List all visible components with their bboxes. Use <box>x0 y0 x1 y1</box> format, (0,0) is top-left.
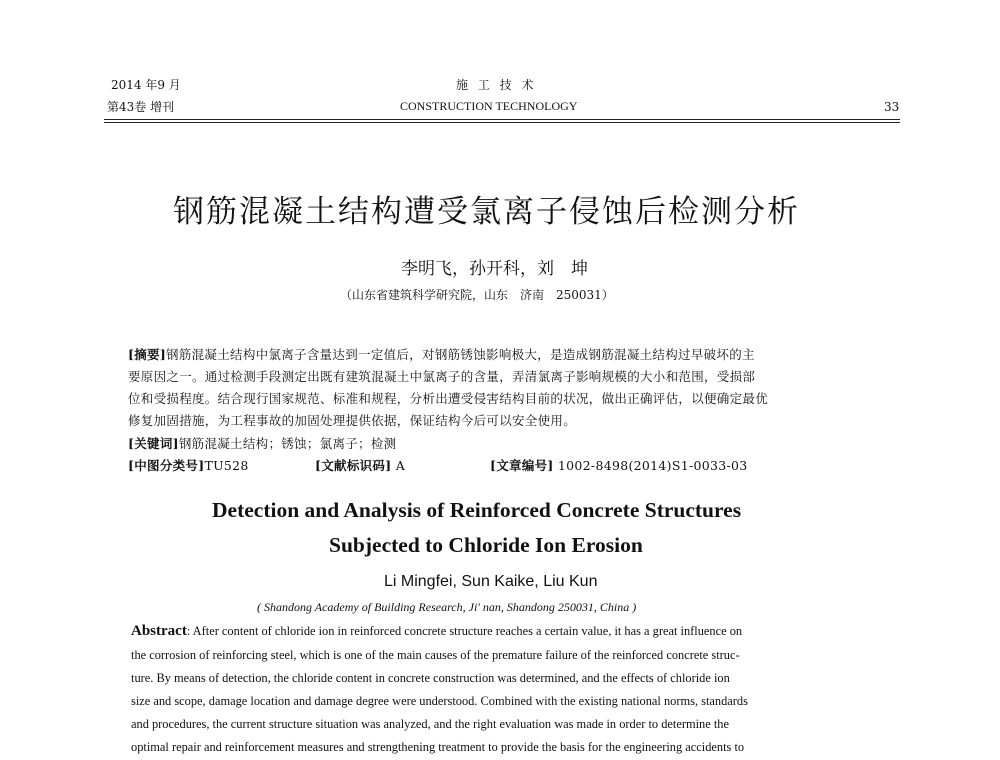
classification-label: [中图分类号] <box>128 458 205 473</box>
affiliation-en: ( Shandong Academy of Building Research, Ji' nan, Shandong 250031, China ) <box>257 600 637 614</box>
abstract-cn-line: 钢筋混凝土结构中氯离子含量达到一定值后，对钢筋锈蚀影响极大，是造成钢筋混凝土结构过早破坏的主 <box>166 347 755 362</box>
abstract-cn-line: 修复加固措施，为工程事故的加固处理提供依据，保证结构今后可以安全使用。 <box>128 413 577 428</box>
authors-cn: 李明飞，孙开科，刘 坤 <box>401 259 588 279</box>
article-no-value: 1002-8498(2014)S1-0033-03 <box>557 458 748 473</box>
abstract-en-line: the corrosion of reinforcing steel, which is one of the main causes of the premature failure of the reinforced concrete struc- <box>131 648 740 662</box>
header-rule-2 <box>104 122 900 123</box>
abstract-cn-line: 要原因之一。通过检测手段测定出既有建筑混凝土中氯离子的含量，弄清氯离子影响规模的大小和范围，受损部 <box>128 369 756 384</box>
title-en-line: Detection and Analysis of Reinforced Concrete Structures <box>212 498 742 522</box>
journal-name-en: CONSTRUCTION TECHNOLOGY <box>400 99 578 113</box>
doc-code-value: A <box>395 458 406 473</box>
classification-value: TU528 <box>204 458 249 473</box>
abstract-cn-label: [摘要] <box>128 347 167 362</box>
keywords-value: 钢筋混凝土结构；锈蚀；氯离子；检测 <box>178 436 397 451</box>
header-volume: 第43卷 增刊 <box>107 100 175 114</box>
keywords-label: [关键词] <box>128 436 179 451</box>
header-rule <box>104 119 900 120</box>
abstract-en-line: size and scope, damage location and damage degree were understood. Combined with the existing national norms, standards <box>131 694 748 708</box>
affiliation-cn: （山东省建筑科学研究院，山东 济南 250031） <box>340 288 614 302</box>
abstract-en-label: Abstract <box>131 623 187 639</box>
abstract-en-line: : After content of chloride ion in reinforced concrete structure reaches a certain value, it has a great influence on <box>186 624 743 638</box>
doc-code-label: [文献标识码] <box>315 458 392 473</box>
abstract-cn-line: 位和受损程度。结合现行国家规范、标准和规程，分析出遭受侵害结构目前的状况，做出正确评估，以便确定最优 <box>128 391 769 406</box>
journal-name-cn: 施 工 技 术 <box>456 78 537 92</box>
page-number: 33 <box>884 100 900 114</box>
article-no-label: [文章编号] <box>490 458 554 473</box>
abstract-en-line: ture. By means of detection, the chloride content in concrete construction was determined, and the effects of chloride ion <box>131 671 730 685</box>
title-en-line: Subjected to Chloride Ion Erosion <box>329 533 643 557</box>
abstract-en-line: optimal repair and reinforcement measures and strengthening treatment to provide the basis for the engineering accidents to <box>131 740 745 754</box>
authors-en: Li Mingfei, Sun Kaike, Liu Kun <box>384 573 598 590</box>
abstract-en-line: and procedures, the current structure situation was analyzed, and the right evaluation was made in order to determine the <box>131 717 729 731</box>
header-date: 2014 年9 月 <box>111 78 181 92</box>
title-cn: 钢筋混凝土结构遭受氯离子侵蚀后检测分析 <box>173 194 800 230</box>
